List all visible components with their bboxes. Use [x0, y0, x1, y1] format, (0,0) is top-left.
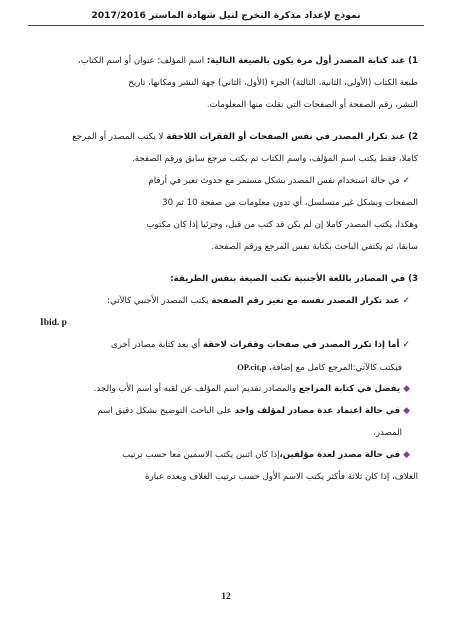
check-mark-icon: ✓ — [402, 176, 410, 186]
section-3-check-2-line-2 — [40, 356, 418, 378]
section-3-number: 3) — [408, 274, 418, 284]
section-3-bullet-3 — [40, 444, 418, 466]
section-3-bullet-3-text: إذا كان اثنين يكتب الاسمين معا حسب ترتيب — [122, 450, 280, 460]
section-2-para-line-4 — [40, 236, 418, 258]
document-body — [40, 50, 418, 488]
section-3-bullet-2-text-2: المصدر. — [373, 428, 402, 438]
section-3-line-1 — [40, 268, 418, 290]
section-3-check-1 — [40, 290, 418, 312]
section-2-line-2 — [40, 148, 418, 170]
section-3-check-2-text-2: فيكتب كالآتي:المرجع كامل مع إضافة، — [269, 363, 402, 373]
section-3-bullet-1-text: والمصادر تقديم اسم المؤلف عن لقبه أو اسم الأب والجد. — [93, 384, 297, 394]
section-3-bullet-1 — [40, 378, 418, 400]
ibid-label: Ibid. p — [40, 318, 67, 328]
page-number: 12 — [221, 592, 231, 602]
section-1-text-2: طبعة الكتاب (الأولى، الثانية، الثالثة) الجزء (الأول، الثاني) جهة النشر ومكانها، تاريخ — [128, 78, 418, 88]
section-2-heading: عند تكرار المصدر في نفس الصفحات أو الفقرات اللاحقة — [166, 132, 406, 142]
section-3-bullet-2-line-2 — [40, 422, 418, 444]
section-2-para-text-1: في حالة استخدام نفس المصدر بشكل مستمر مع حدوث تغير في أرقام — [148, 176, 400, 186]
section-2-para-line-1 — [40, 170, 418, 192]
section-2-para-text-2: الصفحات وبشكل غير متسلسل، أي تدون معلومات من صفحة 10 ثم 30 — [162, 198, 418, 208]
section-3-bullet-2 — [40, 400, 418, 422]
section-3-bullet-2-bold: في حالة اعتماد عدة مصادر لمؤلف واحد — [234, 406, 401, 416]
section-2-text-1: لا يكتب المصدر أو المرجع — [72, 132, 164, 142]
section-3-bullet-3-text-2: الغلاف، إذا كان ثلاثة فأكثر يكتب الاسم الأول حسب ترتيب الغلاف وبعده عبارة — [145, 472, 418, 482]
header-year: 2017/2016 — [91, 10, 146, 21]
section-3-bullet-2-text: على الباحث التوضيح بشكل دقيق اسم — [97, 406, 232, 416]
section-1-heading: عند كتابة المصدر أول مرة يكون بالصيغة التالية: — [206, 56, 406, 66]
purple-diamond-bullet-icon: ◆ — [403, 384, 410, 394]
section-3-bullet-3-bold: في حالة مصدر لعدة مؤلفين، — [279, 450, 401, 460]
header-title: نموذج لإعداد مذكرة التخرج لنيل شهادة الماستر — [149, 10, 361, 21]
check-mark-icon: ✓ — [402, 296, 410, 306]
section-2-para-line-2 — [40, 192, 418, 214]
section-3-check-2-bold: أما إذا تكرر المصدر في صفحات وفقرات لاحقة — [202, 340, 400, 350]
section-3-check-1-text: يكتب المصدر الأجنبي كالآتي: — [107, 296, 209, 306]
section-3-bullet-3-line-2 — [40, 466, 418, 488]
section-1-line-1 — [40, 50, 418, 72]
check-mark-icon: ✓ — [402, 340, 410, 350]
section-2-text-2: كاملا، فقط يكتب اسم المؤلف، واسم الكتاب ثم يكتب مرجع سابق ورقم الصفحة. — [131, 154, 418, 164]
section-1-line-3 — [40, 94, 418, 116]
purple-diamond-bullet-icon: ◆ — [403, 450, 410, 460]
section-3-check-1-bold: عند تكرار المصدر نفسه مع تغير رقم الصفحة — [211, 296, 400, 306]
section-3-bullet-1-bold: يفضل في كتابة المراجع — [298, 384, 401, 394]
section-3-check-2-text: أي بعد كتابة مصادر أخرى — [110, 340, 201, 350]
section-3-heading: في المصادر باللغة الأجنبية تكتب الصيغة بنفس الطريقة: — [170, 274, 406, 284]
section-1-text-3: النشر، رقم الصفحة أو الصفحات التي نقلت منها المعلومات. — [206, 100, 418, 110]
section-2-line-1 — [40, 126, 418, 148]
section-2-para-text-4: سابقا، ثم يكتفي الباحث بكتابة نفس المرجع ورقم الصفحة. — [211, 242, 418, 252]
section-1-text-1: اسم المؤلف؛ عنوان أو اسم الكتاب، — [77, 56, 205, 66]
section-1-line-2 — [40, 72, 418, 94]
page-header — [60, 10, 392, 21]
section-2-para-text-3: وهكذا، يكتب المصدر كاملا إن لم يكن قد كتب من قبل، وجزئيا إذا كان مكتوب — [146, 220, 418, 230]
section-2-para-line-3 — [40, 214, 418, 236]
section-3-check-2 — [40, 334, 418, 356]
header-rule — [28, 25, 424, 26]
section-1-number: 1) — [408, 56, 418, 66]
purple-diamond-bullet-icon: ◆ — [403, 406, 410, 416]
section-2-number: 2) — [408, 132, 418, 142]
opcit-label: OP.cit,p — [237, 362, 267, 372]
